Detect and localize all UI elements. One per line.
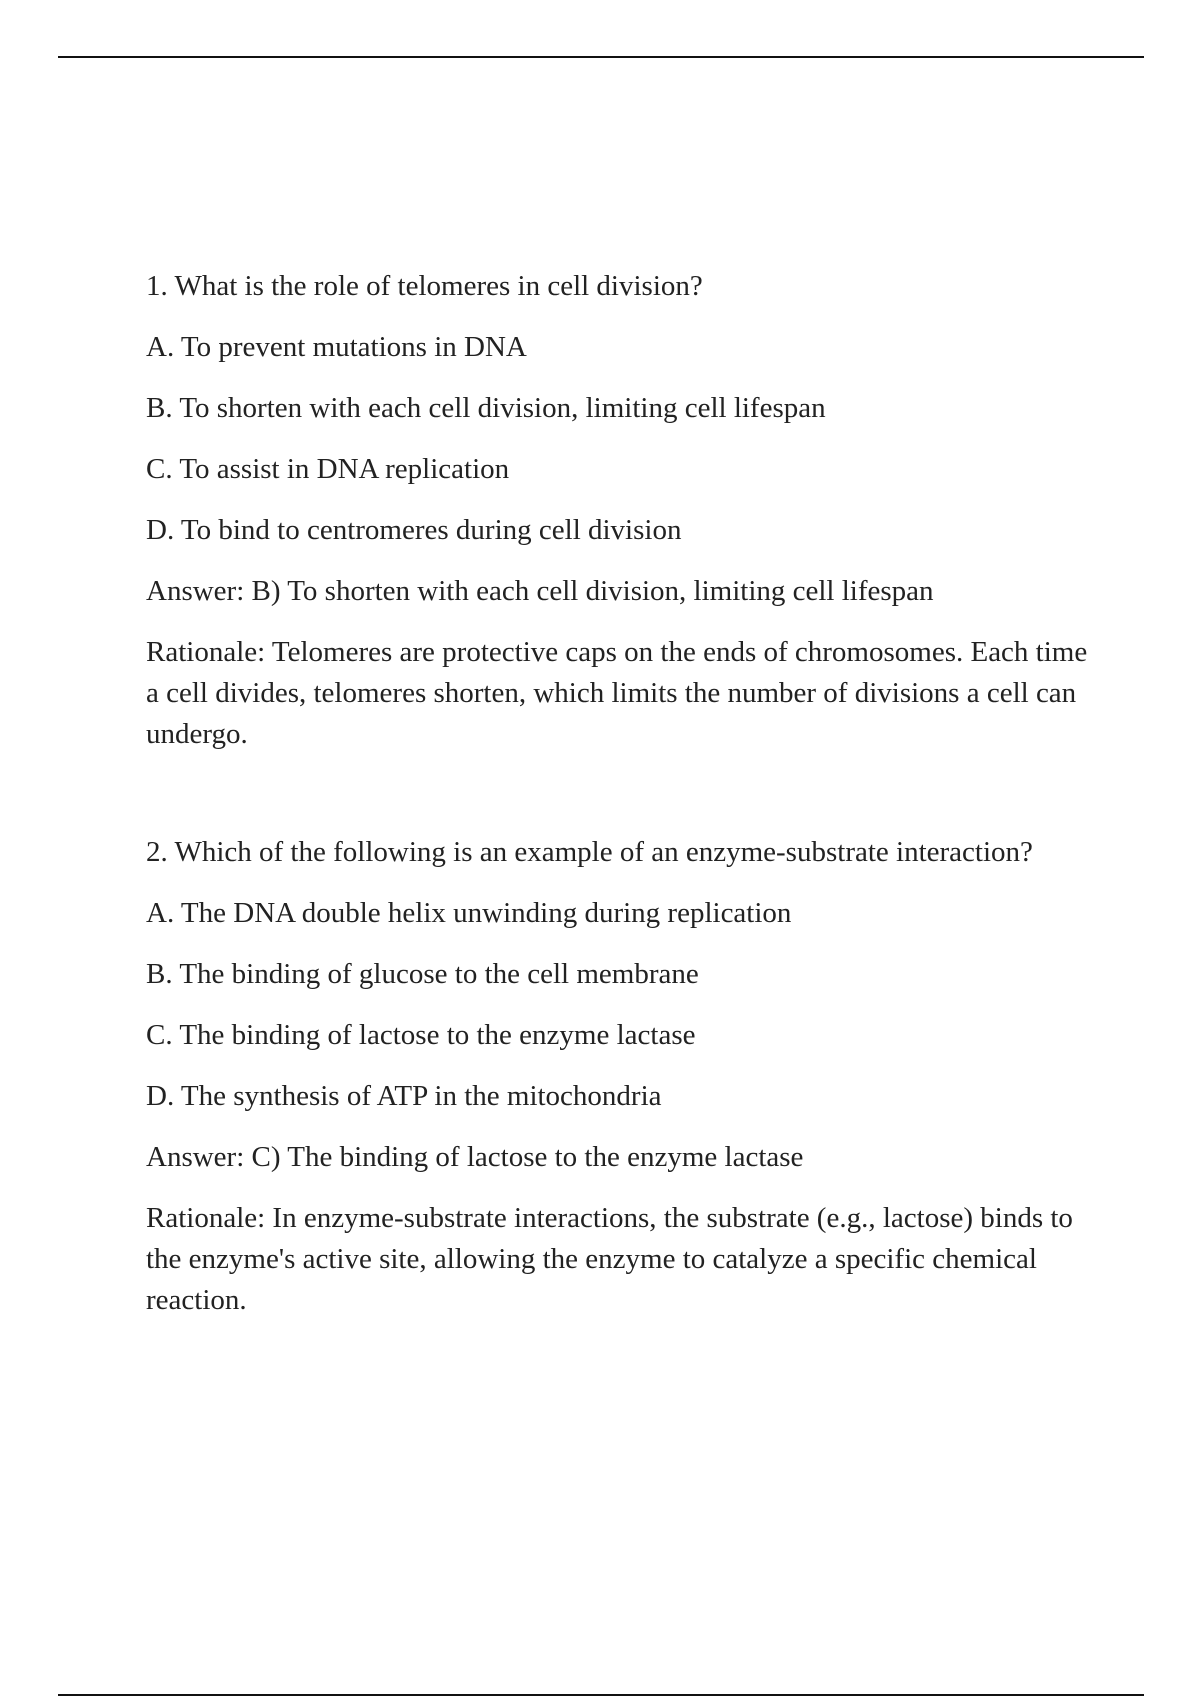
- option-a: A. The DNA double helix unwinding during replication: [146, 897, 792, 929]
- rationale-text: Rationale: In enzyme-substrate interactions, the substrate (e.g., lactose) binds to the enzyme's active site, allowing the enzyme to catalyze a specific chemical reaction.: [146, 1202, 1073, 1316]
- header-rule: [58, 56, 1144, 58]
- page-content: [146, 266, 1100, 1321]
- question-block-1: [146, 266, 1100, 755]
- answer-text: Answer: C) The binding of lactose to the enzyme lactase: [146, 1141, 804, 1173]
- option-a: A. To prevent mutations in DNA: [146, 331, 527, 363]
- question-text: 2. Which of the following is an example of an enzyme-substrate interaction?: [146, 836, 1033, 868]
- option-c: C. The binding of lactose to the enzyme lactase: [146, 1019, 696, 1051]
- option-d: D. The synthesis of ATP in the mitochondria: [146, 1080, 662, 1112]
- rationale-text: Rationale: Telomeres are protective caps on the ends of chromosomes. Each time a cell divides, telomeres shorten, which limits the number of divisions a cell can undergo.: [146, 636, 1088, 750]
- option-d: D. To bind to centromeres during cell division: [146, 514, 682, 546]
- question-block-2: [146, 832, 1100, 1321]
- footer-rule: [58, 1694, 1144, 1696]
- question-text: 1. What is the role of telomeres in cell division?: [146, 270, 703, 302]
- option-b: B. To shorten with each cell division, limiting cell lifespan: [146, 392, 826, 424]
- answer-text: Answer: B) To shorten with each cell division, limiting cell lifespan: [146, 575, 934, 607]
- option-c: C. To assist in DNA replication: [146, 453, 510, 485]
- option-b: B. The binding of glucose to the cell membrane: [146, 958, 699, 990]
